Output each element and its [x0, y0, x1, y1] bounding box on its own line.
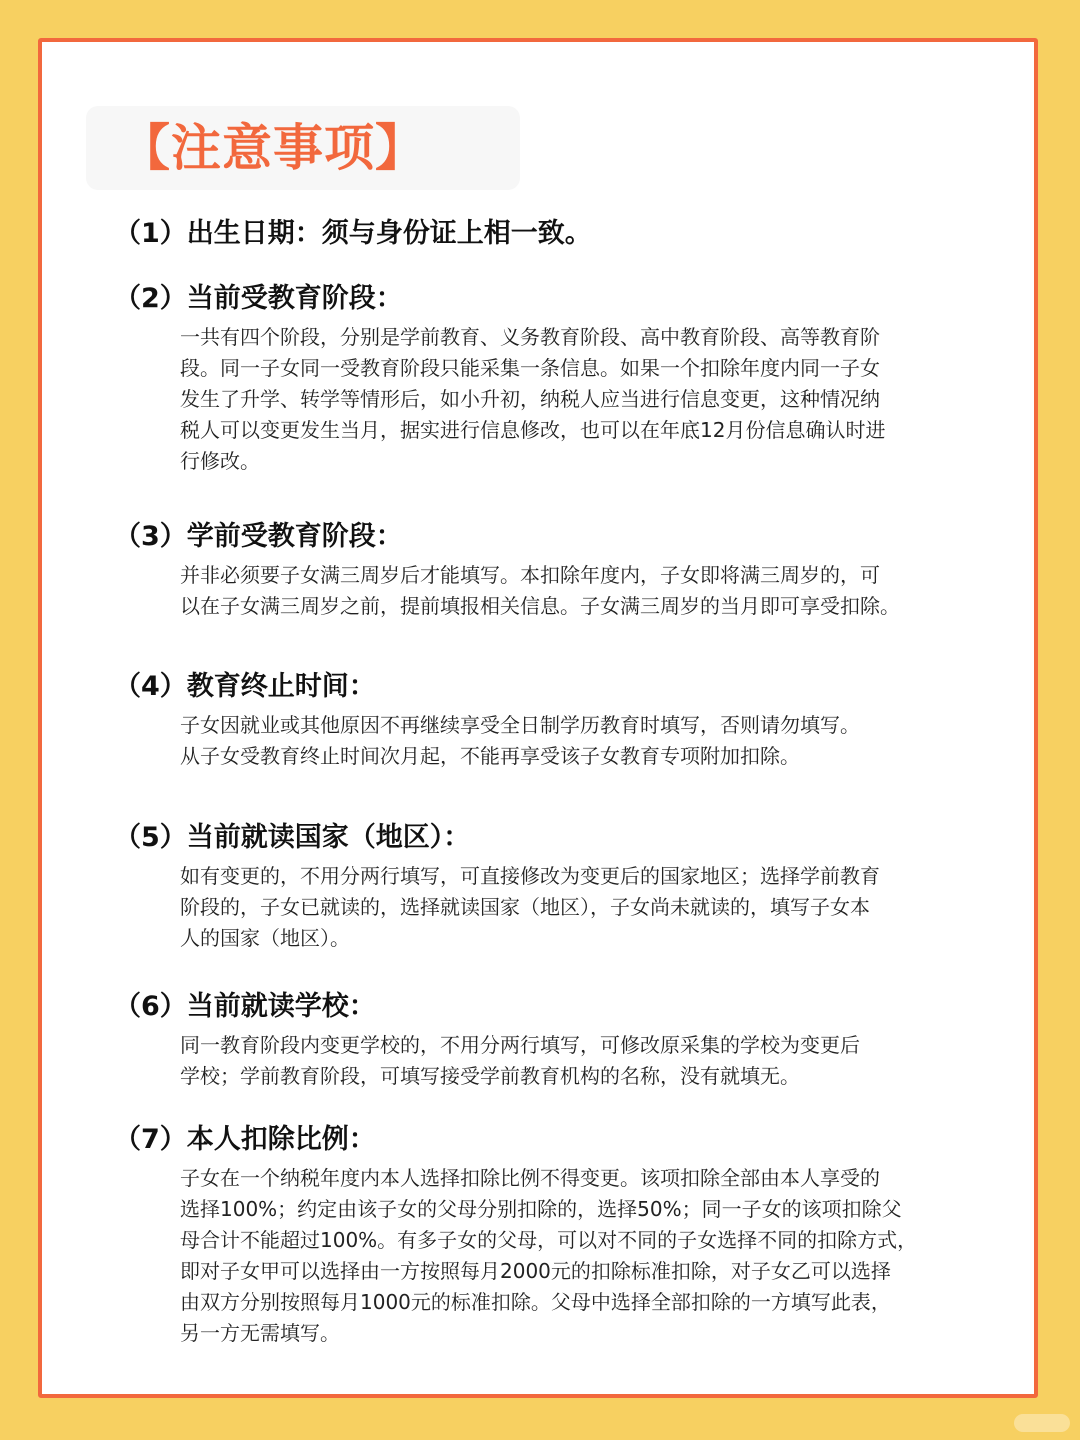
- section-birth-date: [114, 217, 1014, 251]
- page-title: 【注意事项】: [120, 119, 426, 177]
- section-body: [180, 710, 980, 772]
- body-line: 阶段的，子女已就读的，选择就读国家（地区），子女尚未就读的，填写子女本: [180, 895, 870, 919]
- body-line: 另一方无需填写。: [180, 1321, 340, 1345]
- section-heading: （1）出生日期：须与身份证上相一致。: [114, 218, 592, 249]
- title-banner: [86, 106, 520, 190]
- section-body: [180, 560, 980, 622]
- section-heading: （3）学前受教育阶段：: [114, 521, 403, 552]
- section-body: [180, 1030, 980, 1092]
- body-line: 发生了升学、转学等情形后，如小升初，纳税人应当进行信息变更，这种情况纳: [180, 387, 880, 411]
- body-line: 如有变更的，不用分两行填写，可直接修改为变更后的国家地区；选择学前教育: [180, 864, 880, 888]
- body-line: 子女因就业或其他原因不再继续享受全日制学历教育时填写，否则请勿填写。: [180, 713, 860, 737]
- section-deduction-ratio: [114, 1123, 1014, 1349]
- section-body: [180, 861, 980, 954]
- body-line: 母合计不能超过100%。有多子女的父母，可以对不同的子女选择不同的扣除方式，: [180, 1228, 918, 1252]
- section-preschool-stage: [114, 520, 1014, 622]
- content-card: [38, 38, 1038, 1398]
- section-heading: （6）当前就读学校：: [114, 991, 376, 1022]
- body-line: 同一教育阶段内变更学校的，不用分两行填写，可修改原采集的学校为变更后: [180, 1033, 860, 1057]
- body-line: 子女在一个纳税年度内本人选择扣除比例不得变更。该项扣除全部由本人享受的: [180, 1166, 880, 1190]
- section-current-education-stage: [114, 282, 1014, 477]
- section-heading: （4）教育终止时间：: [114, 671, 376, 702]
- body-line: 学校；学前教育阶段，可填写接受学前教育机构的名称，没有就填无。: [180, 1064, 800, 1088]
- body-line: 一共有四个阶段，分别是学前教育、义务教育阶段、高中教育阶段、高等教育阶: [180, 325, 880, 349]
- body-line: 即对子女甲可以选择由一方按照每月2000元的扣除标准扣除，对子女乙可以选择: [180, 1259, 891, 1283]
- section-body: [180, 1163, 980, 1349]
- body-line: 并非必须要子女满三周岁后才能填写。本扣除年度内，子女即将满三周岁的，可: [180, 563, 880, 587]
- section-education-end-time: [114, 670, 1014, 772]
- body-line: 人的国家（地区）。: [180, 926, 350, 950]
- body-line: 行修改。: [180, 449, 260, 473]
- body-line: 由双方分别按照每月1000元的标准扣除。父母中选择全部扣除的一方填写此表，: [180, 1290, 891, 1314]
- body-line: 段。同一子女同一受教育阶段只能采集一条信息。如果一个扣除年度内同一子女: [180, 356, 880, 380]
- watermark-badge: [1014, 1414, 1070, 1432]
- section-heading: （2）当前受教育阶段：: [114, 283, 403, 314]
- body-line: 以在子女满三周岁之前，提前填报相关信息。子女满三周岁的当月即可享受扣除。: [180, 594, 900, 618]
- section-current-school: [114, 990, 1014, 1092]
- body-line: 选择100%；约定由该子女的父母分别扣除的，选择50%；同一子女的该项扣除父: [180, 1197, 902, 1221]
- section-heading: （5）当前就读国家（地区）：: [114, 822, 471, 853]
- section-study-country: [114, 821, 1014, 954]
- section-heading: （7）本人扣除比例：: [114, 1124, 376, 1155]
- body-line: 税人可以变更发生当月，据实进行信息修改，也可以在年底12月份信息确认时进: [180, 418, 886, 442]
- body-line: 从子女受教育终止时间次月起，不能再享受该子女教育专项附加扣除。: [180, 744, 800, 768]
- section-body: [180, 322, 980, 477]
